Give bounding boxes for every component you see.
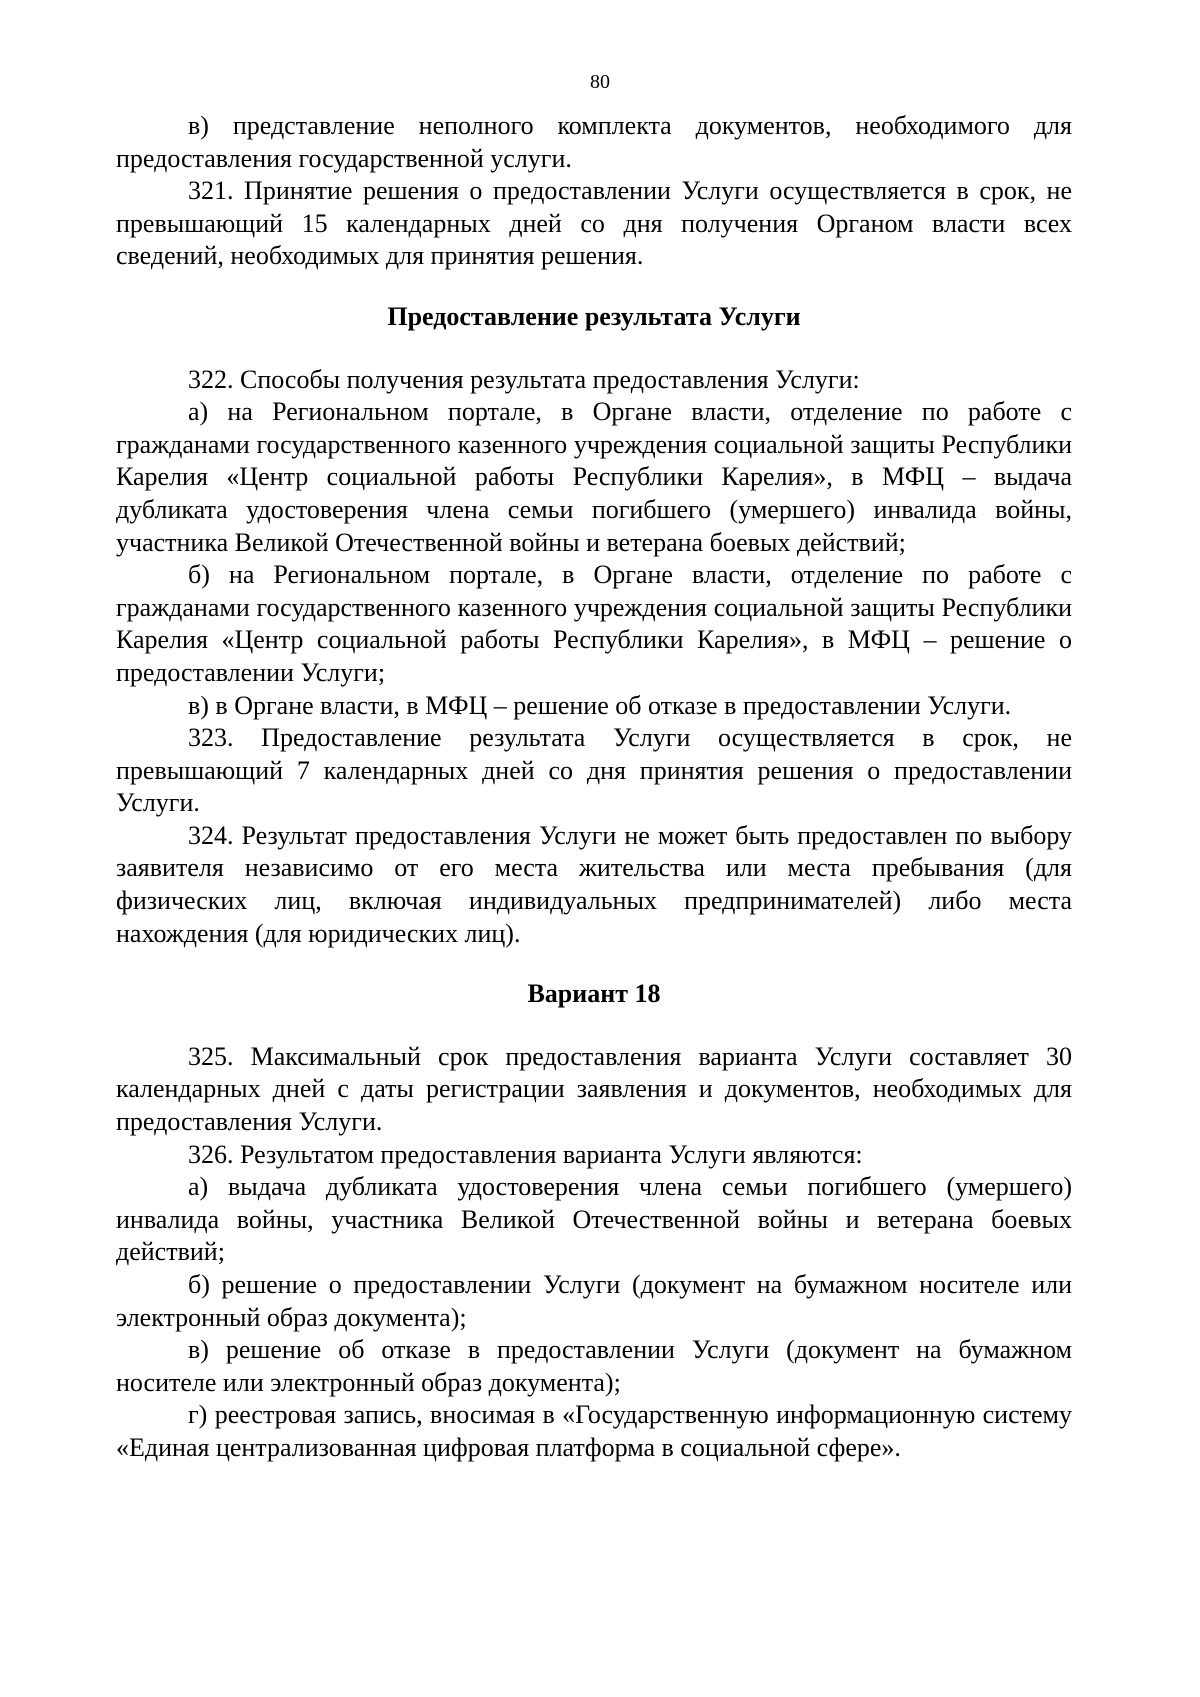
paragraph-323: 323. Предоставление результата Услуги осуществляется в срок, не превышающий 7 календарных дней со дня принятия решения о предоставлении Услуги.: [116, 723, 1072, 818]
paragraph-324: 324. Результат предоставления Услуги не может быть предоставлен по выбору заявителя независимо от его места жительства или места пребывания (для физических лиц, включая индивидуальных предпринимателей) либо места нахождения (для юридических лиц).: [116, 820, 1072, 948]
paragraph-item-v-incomplete-docs: в) представление неполного комплекта документов, необходимого для предоставления государственной услуги.: [116, 111, 1072, 173]
document-body: [116, 110, 1072, 1465]
paragraph-321: 321. Принятие решения о предоставлении Услуги осуществляется в срок, не превышающий 15 календарных дней со дня получения Органом власти всех сведений, необходимых для принятия решения.: [116, 176, 1072, 271]
paragraph-326-v: в) решение об отказе в предоставлении Услуги (документ на бумажном носителе или электронный образ документа);: [116, 1335, 1072, 1397]
paragraph-325: 325. Максимальный срок предоставления варианта Услуги составляет 30 календарных дней с даты регистрации заявления и документов, необходимых для предоставления Услуги.: [116, 1041, 1072, 1137]
paragraph-322-a: а) на Региональном портале, в Органе власти, отделение по работе с гражданами государственного казенного учреждения социальной защиты Республики Карелия «Центр социальной работы Республики Карелия», в МФЦ – выдача дубликата удостоверения члена семьи погибшего (умершего) инвалида войны, участника Великой Отечественной войны и ветерана боевых действий;: [116, 397, 1072, 557]
paragraph-326: 326. Результатом предоставления варианта Услуги являются:: [188, 1139, 863, 1169]
paragraph-326-b: б) решение о предоставлении Услуги (документ на бумажном носителе или электронный образ документа);: [116, 1270, 1072, 1332]
page-number: 80: [590, 71, 610, 93]
paragraph-322: 322. Способы получения результата предоставления Услуги:: [188, 364, 860, 394]
paragraph-326-a: а) выдача дубликата удостоверения члена семьи погибшего (умершего) инвалида войны, участника Великой Отечественной войны и ветерана боевых действий;: [116, 1172, 1072, 1267]
paragraph-326-g: г) реестровая запись, вносимая в «Государственную информационную систему «Единая централизованная цифровая платформа в социальной сфере».: [116, 1400, 1072, 1462]
paragraph-322-b: б) на Региональном портале, в Органе власти, отделение по работе с гражданами государственного казенного учреждения социальной защиты Республики Карелия «Центр социальной работы Республики Карелия», в МФЦ – решение о предоставлении Услуги;: [116, 560, 1072, 687]
section-heading-result: Предоставление результата Услуги: [387, 301, 801, 331]
paragraph-322-v: в) в Органе власти, в МФЦ – решение об отказе в предоставлении Услуги.: [188, 690, 1012, 720]
section-heading-variant-18: Вариант 18: [527, 979, 661, 1009]
